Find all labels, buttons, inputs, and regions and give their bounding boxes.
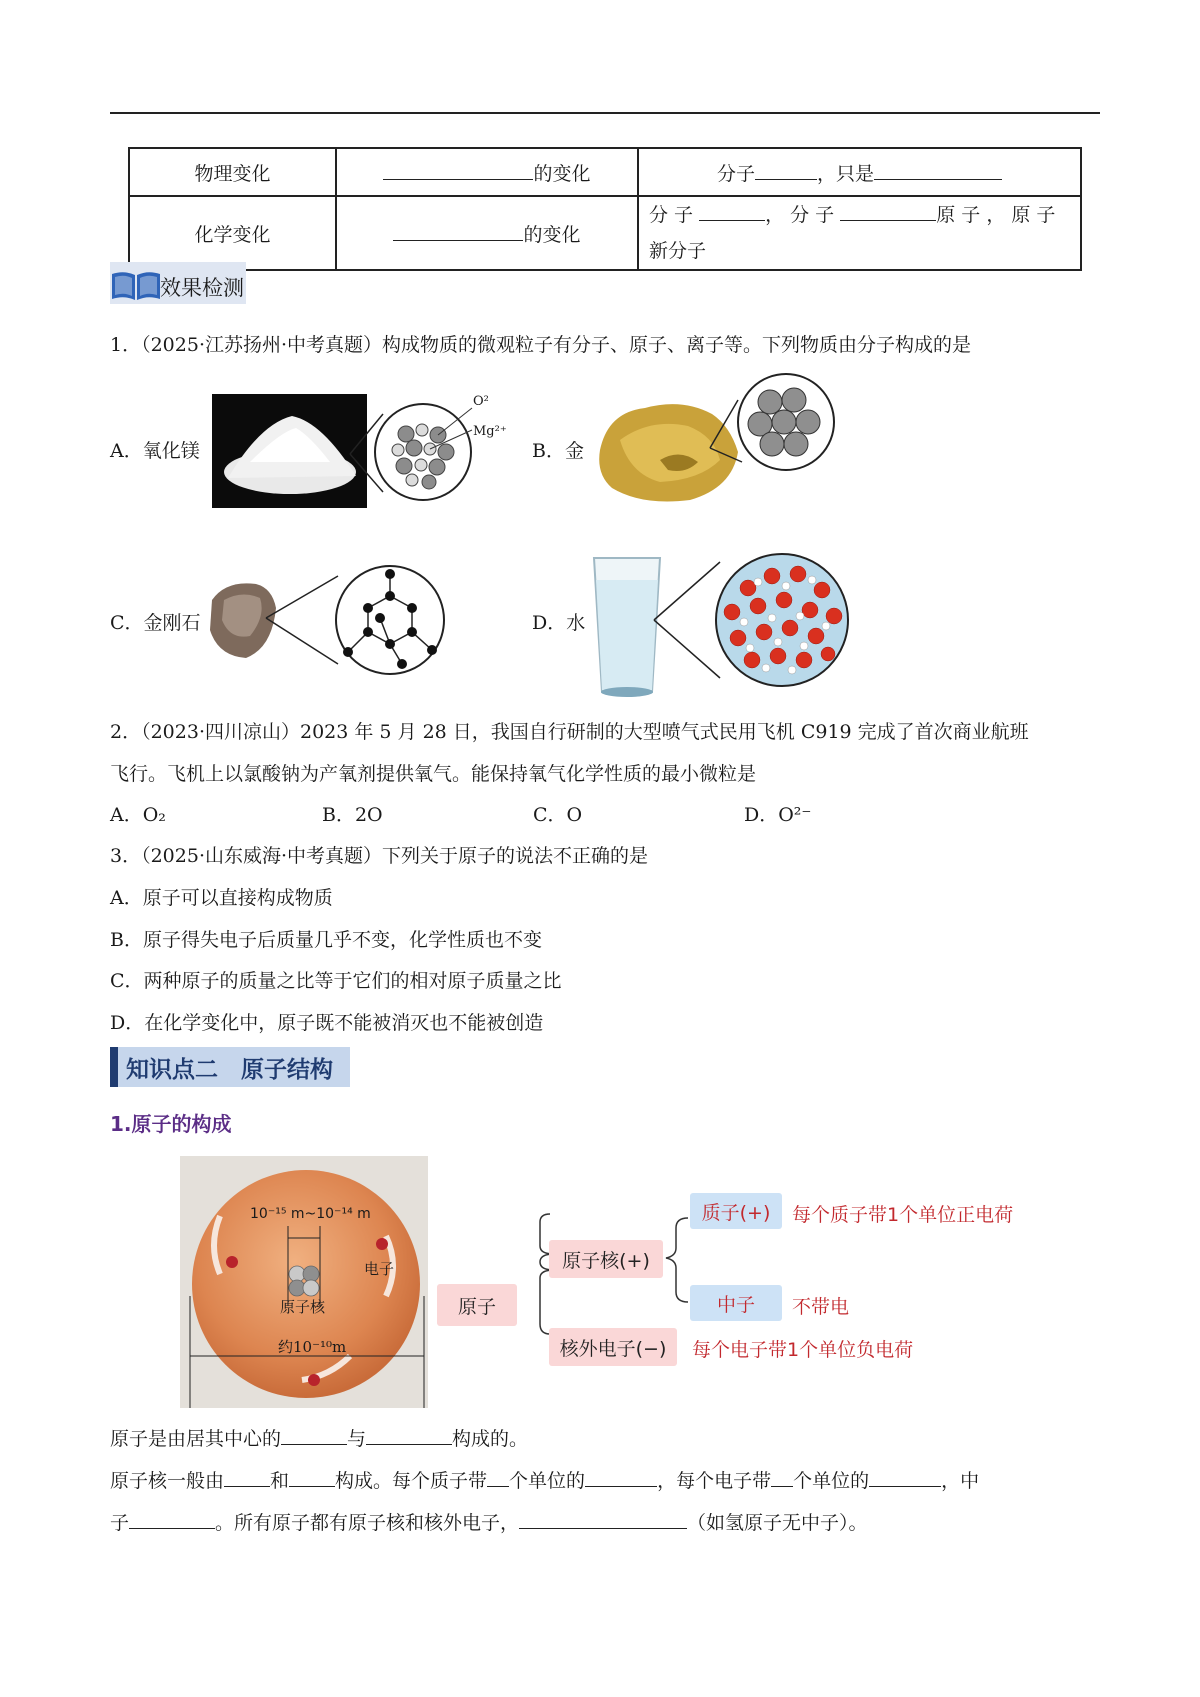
knowledge-point-marker <box>110 1047 118 1087</box>
q2-option-c: C．O <box>533 804 583 826</box>
fill-blank[interactable] <box>487 1468 509 1487</box>
neutron-node: 中子 <box>690 1285 782 1321</box>
electron-description: 每个电子带1个单位负电荷 <box>692 1339 914 1361</box>
nucleus-size-label: 10⁻¹⁵ m~10⁻¹⁴ m <box>250 1206 371 1222</box>
q3-option-d: D．在化学变化中，原子既不能被消灭也不能被创造 <box>110 1012 544 1034</box>
proton-description: 每个质子带1个单位正电荷 <box>792 1204 1014 1226</box>
option-d-label: D．水 <box>532 612 586 634</box>
q3-option-a: A．原子可以直接构成物质 <box>110 887 333 909</box>
question-2-stem-line2: 飞行。飞机上以氯酸钠为产氧剂提供氧气。能保持氧气化学性质的最小微粒是 <box>110 763 757 785</box>
diamond-illustration <box>206 560 456 680</box>
fill-blank[interactable] <box>869 1468 941 1487</box>
atom-node: 原子 <box>437 1284 517 1326</box>
row-middle: 的变化 <box>336 148 638 196</box>
q3-option-c: C．两种原子的质量之比等于它们的相对原子质量之比 <box>110 970 562 992</box>
fill-blank[interactable] <box>699 202 765 221</box>
paragraph-2: 原子核一般由 和 构成。每个质子带 个单位的 ，每个电子带 个单位的 ，中 <box>110 1470 980 1492</box>
magnesium-ion-label: Mg²⁺ <box>473 424 507 439</box>
paragraph-3: 子 。所有原子都有原子核和核外电子， （如氢原子无中子）。 <box>110 1512 868 1534</box>
row-name: 物理变化 <box>129 148 336 196</box>
proton-node: 质子(+) <box>690 1193 782 1229</box>
fill-blank[interactable] <box>224 1468 270 1487</box>
fill-blank[interactable] <box>519 1510 687 1529</box>
q2-option-b: B．2O <box>322 804 383 826</box>
electron-node: 核外电子(−) <box>549 1328 677 1366</box>
subsection-title: 1.原子的构成 <box>110 1112 232 1136</box>
section-title: 效果检测 <box>160 276 244 300</box>
fill-blank[interactable] <box>383 161 533 180</box>
q3-option-b: B．原子得失电子后质量几乎不变，化学性质也不变 <box>110 929 542 951</box>
fill-blank[interactable] <box>393 222 523 241</box>
atom-size-label: 约10⁻¹⁰m <box>278 1338 347 1356</box>
header-rule <box>110 112 1100 114</box>
fill-blank[interactable] <box>289 1468 335 1487</box>
option-b-label: B．金 <box>532 440 584 462</box>
change-comparison-table <box>128 147 1082 271</box>
option-c-label: C．金刚石 <box>110 612 201 634</box>
magnesium-oxide-illustration <box>210 392 510 510</box>
row-name: 化学变化 <box>129 196 336 270</box>
fill-blank[interactable] <box>755 161 817 180</box>
oxide-ion-label: O² <box>473 394 489 409</box>
book-icon <box>110 270 162 302</box>
question-3-stem: 3．（2025·山东威海·中考真题）下列关于原子的说法不正确的是 <box>110 845 649 867</box>
atom-structure-illustration <box>180 1156 428 1408</box>
row-right: 分 子 ， 分 子 原 子 ， 原 子 新分子 <box>638 196 1081 270</box>
knowledge-point-title: 知识点二 原子结构 <box>126 1057 333 1083</box>
fill-blank[interactable] <box>874 161 1002 180</box>
fill-blank[interactable] <box>585 1468 657 1487</box>
option-a-label: A．氧化镁 <box>110 440 200 462</box>
fill-blank[interactable] <box>281 1426 347 1445</box>
neutron-description: 不带电 <box>792 1296 850 1318</box>
nucleus-node: 原子核(+) <box>549 1240 663 1278</box>
row-right: 分子 ，只是 <box>638 148 1081 196</box>
table-row <box>129 148 1081 196</box>
water-illustration <box>586 552 856 702</box>
q2-option-d: D．O²⁻ <box>744 804 812 826</box>
fill-blank[interactable] <box>771 1468 793 1487</box>
fill-blank[interactable] <box>129 1510 215 1529</box>
question-1-stem: 1．（2025·江苏扬州·中考真题）构成物质的微观粒子有分子、原子、离子等。下列物质由分子构成的是 <box>110 334 972 356</box>
nucleus-label: 原子核 <box>280 1298 326 1316</box>
q2-option-a: A．O₂ <box>110 804 166 826</box>
fill-blank[interactable] <box>840 202 936 221</box>
electron-label: 电子 <box>364 1260 395 1278</box>
table-row <box>129 196 1081 270</box>
question-2-stem-line1: 2．（2023·四川凉山）2023 年 5 月 28 日，我国自行研制的大型喷气式民用飞机 C919 完成了首次商业航班 <box>110 721 1029 743</box>
paragraph-1: 原子是由居其中心的 与 构成的。 <box>110 1428 529 1450</box>
gold-illustration <box>590 370 840 510</box>
fill-blank[interactable] <box>366 1426 452 1445</box>
row-middle: 的变化 <box>336 196 638 270</box>
